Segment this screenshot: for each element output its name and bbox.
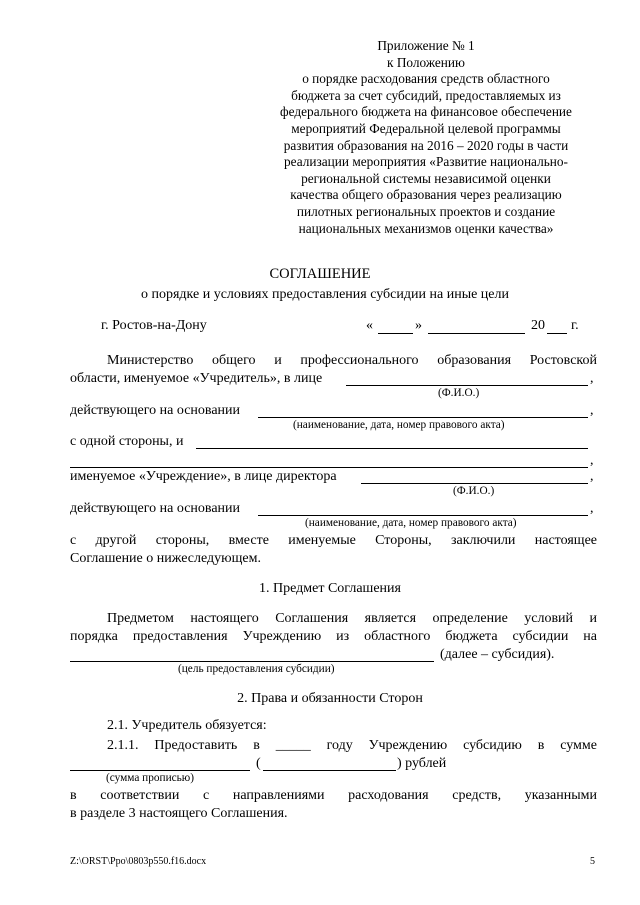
founder-legal-act-blank	[258, 417, 588, 418]
date-day-blank	[378, 333, 413, 334]
appendix-line: Приложение № 1	[377, 38, 475, 53]
appendix-line: развития образования на 2016 – 2020 годы в части	[283, 137, 569, 153]
appendix-line: к Положению	[387, 54, 465, 70]
date-open-quote: «	[366, 318, 373, 333]
date-close-quote: »	[415, 318, 422, 333]
legal-act-hint: (наименование, дата, номер правового акта)	[293, 419, 505, 431]
date-year-prefix: 20	[531, 318, 545, 333]
item-2-1-1: 2.1.1. Предоставить в _____ году Учреждению субсидию в сумме	[107, 738, 597, 753]
date-year-suffix: г.	[571, 318, 579, 333]
parties-intro-line1: Министерство общего и профессионального образования Ростовской	[107, 353, 597, 368]
date-year-blank	[547, 333, 567, 334]
fio-hint: (Ф.И.О.)	[453, 485, 495, 497]
institution-name-blank	[196, 448, 588, 449]
appendix-line: реализации мероприятия «Развитие национально-	[284, 154, 568, 170]
purpose-hint: (цель предоставления субсидии)	[178, 663, 335, 675]
other-side-line1: с другой стороны, вместе именуемые Стороны, заключили настоящее	[70, 533, 597, 548]
amount-close: ) рублей	[397, 756, 447, 771]
comma: ,	[590, 371, 594, 386]
other-side-line2: Соглашение о нижеследующем.	[70, 551, 261, 566]
appendix-header	[262, 38, 590, 237]
legal-act-hint: (наименование, дата, номер правового акта)	[305, 517, 517, 529]
appendix-line: национальных механизмов оценки качества»	[298, 220, 554, 236]
director-fio-blank	[361, 483, 588, 484]
comma: ,	[590, 403, 594, 418]
amount-digits-blank	[70, 770, 250, 771]
institution-name-blank-2	[70, 467, 588, 468]
appendix-line: мероприятий Федеральной целевой программы	[291, 120, 561, 136]
one-side-label: с одной стороны, и	[70, 434, 184, 449]
city-label: г. Ростов-на-Дону	[101, 318, 207, 333]
directions-line: в соответствии с направлениями расходования средств, указанными	[70, 788, 597, 803]
agreement-subtitle: о порядке и условиях предоставления субсидии на иные цели	[141, 287, 509, 302]
comma: ,	[590, 501, 594, 516]
fio-hint: (Ф.И.О.)	[438, 387, 480, 399]
section1-line2: порядка предоставления Учреждению из областного бюджета субсидии на	[70, 629, 597, 644]
section3-reference-line: в разделе 3 настоящего Соглашения.	[70, 806, 288, 821]
appendix-line: региональной системы независимой оценки	[301, 170, 551, 186]
item-2-1: 2.1. Учредитель обязуется:	[107, 718, 267, 733]
amount-hint: (сумма прописью)	[106, 772, 194, 784]
agreement-title: СОГЛАШЕНИЕ	[269, 266, 371, 282]
section1-line1: Предметом настоящего Соглашения является определение условий и	[107, 611, 597, 626]
institution-legal-act-blank	[258, 515, 588, 516]
section1-line3-end: (далее – субсидия).	[440, 647, 555, 662]
appendix-line: качества общего образования через реализацию	[290, 187, 562, 203]
founder-fio-blank	[346, 385, 588, 386]
subsidy-purpose-blank	[70, 661, 434, 662]
amount-open-paren: (	[256, 756, 261, 771]
parties-intro-line2: области, именуемое «Учредитель», в лице	[70, 371, 323, 386]
amount-words-blank	[263, 770, 396, 771]
acting-basis-label: действующего на основании	[70, 403, 241, 418]
appendix-line: о порядке расходования средств областного	[302, 71, 550, 87]
named-institution-label: именуемое «Учреждение», в лице директора	[70, 469, 337, 484]
section1-title: 1. Предмет Соглашения	[259, 581, 401, 596]
comma: ,	[590, 453, 594, 468]
appendix-line: пилотных региональных проектов и создание	[296, 203, 556, 219]
comma: ,	[590, 469, 594, 484]
acting-basis-label: действующего на основании	[70, 501, 241, 516]
appendix-line: федерального бюджета на финансовое обеспечение	[280, 104, 572, 120]
appendix-line: бюджета за счет субсидий, предоставляемых из	[291, 87, 561, 103]
section2-title: 2. Права и обязанности Сторон	[237, 691, 423, 706]
page-number: 5	[590, 856, 595, 867]
footer-file-path: Z:\ORST\Ppo\0803p550.f16.docx	[70, 856, 207, 867]
date-month-blank	[428, 333, 525, 334]
